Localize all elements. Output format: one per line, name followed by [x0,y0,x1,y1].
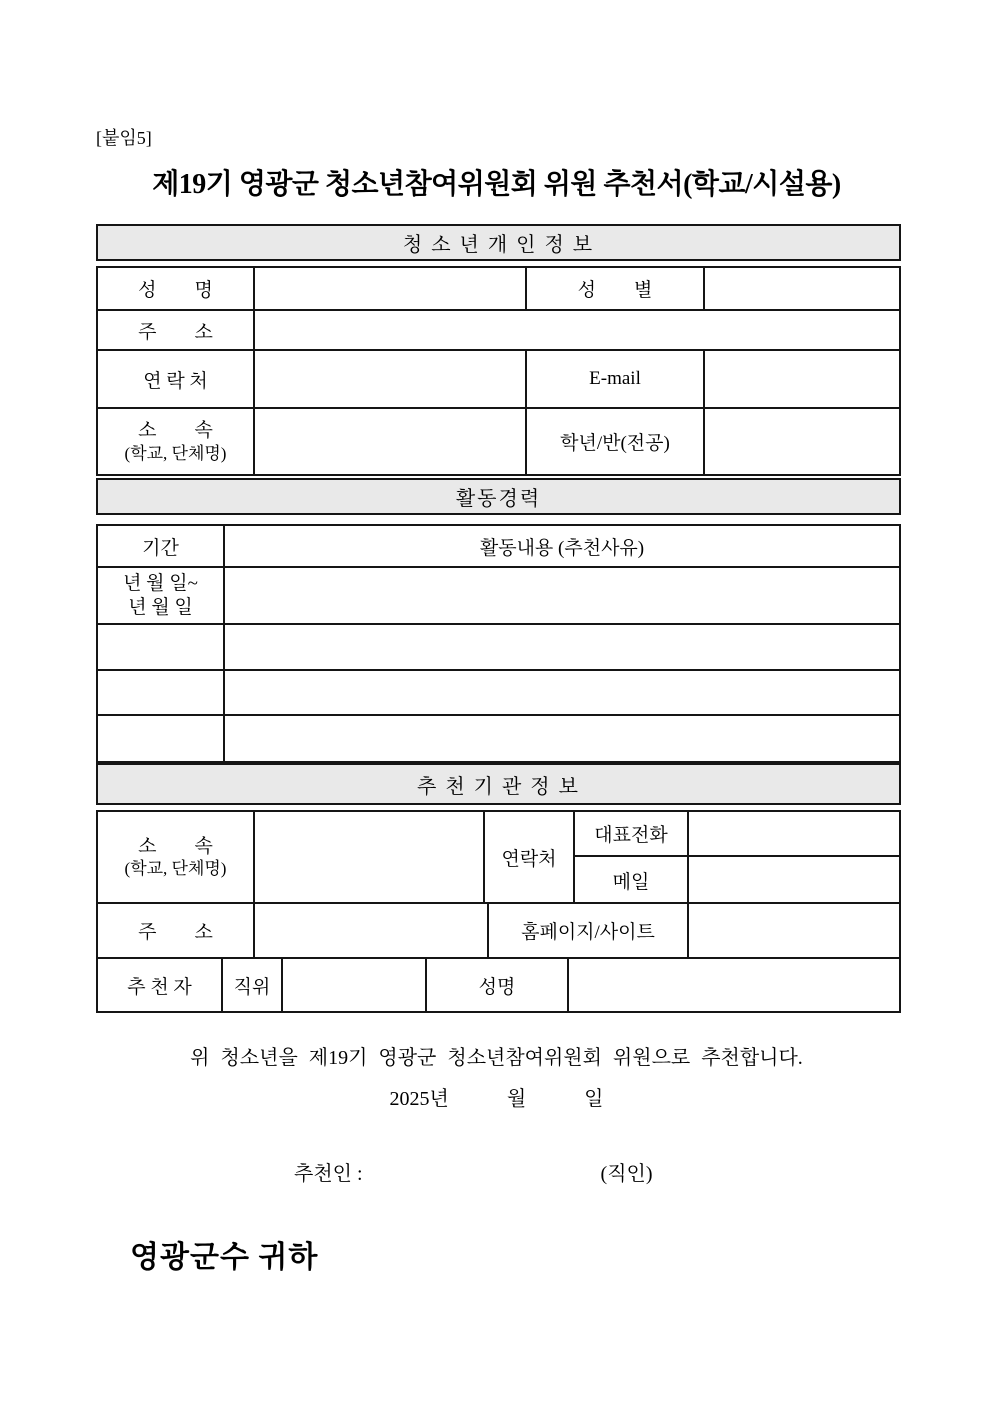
contact-value-cell [255,351,527,407]
org-row-recommender [98,959,899,1011]
table-row-address [98,311,899,351]
content-cell [225,568,899,623]
recommender-label: 추 천 자 [127,976,192,998]
org-section-title: 추 천 기 관 정 보 [417,775,580,798]
email-value-cell [705,351,899,407]
position-label-cell [223,959,283,1011]
grade-label: 학년/반(전공) [560,433,670,454]
org-section-header [96,763,901,805]
address-value-cell [255,311,899,349]
affiliation-sublabel: (학교, 단체명) [124,443,227,463]
activity-section-title: 활동경력 [455,488,542,510]
addressee: 영광군수 귀하 [130,1241,319,1274]
contact-label: 연 락 처 [143,370,208,392]
activity-table [96,524,901,763]
content-cell [225,625,899,669]
period-cell [98,671,225,714]
affiliation-label-cell [98,409,255,474]
org-contact-stack [575,812,899,902]
gender-label: 성 별 [577,280,653,301]
seal-label: (직인) [600,1163,653,1185]
recommender-signature-line [96,1157,897,1186]
date-month: 월 [506,1088,527,1110]
org-row-address-website [98,904,899,959]
grade-value-cell [705,409,899,474]
date-line [96,1082,897,1111]
content-header-cell [225,526,899,566]
org-affiliation-label-cell [98,812,255,902]
content-header: 활동내용 (추천사유) [479,537,645,559]
period-header-cell [98,526,225,566]
org-contact-label: 연락처 [501,848,557,870]
activity-header-row [98,526,899,568]
address-label-cell [98,311,255,349]
org-address-label: 주 소 [138,922,213,943]
email-label-cell [527,351,705,407]
contact-label-cell [98,351,255,407]
recommender-label-cell [98,959,223,1011]
table-row-contact-email [98,351,899,409]
activity-row-4 [98,716,899,761]
period-line1: 년 월 일~ [123,572,198,594]
website-label: 홈페이지/사이트 [521,922,655,943]
name-label: 성 명 [138,280,213,301]
phone-label-cell [575,812,689,855]
position-value-cell [283,959,427,1011]
mail-label-cell [575,857,689,902]
org-row-affiliation-contact [98,812,899,904]
org-table [96,810,901,1013]
name-value-cell [255,268,527,309]
position-label: 직위 [233,976,271,998]
activity-row-3 [98,671,899,716]
org-address-value-cell [255,904,489,957]
period-line2: 년 월 일 [128,596,193,618]
personal-info-section-title: 청 소 년 개 인 정 보 [402,234,595,256]
affiliation-label: 소 속 [138,420,213,441]
org-affiliation-label: 소 속 [138,835,213,857]
org-phone-row [575,812,899,857]
mail-label: 메일 [612,872,650,893]
website-label-cell [489,904,689,957]
personal-info-table [96,266,901,476]
gender-label-cell [527,268,705,309]
address-label: 주 소 [138,321,213,343]
org-affiliation-sublabel: (학교, 단체명) [124,859,227,879]
table-row-name-gender [98,268,899,311]
grade-label-cell [527,409,705,474]
recommender-signature-label: 추천인 : [294,1163,363,1185]
activity-row-2 [98,625,899,671]
date-day: 일 [584,1088,604,1110]
recommender-name-label-cell [427,959,569,1011]
activity-section-header [96,478,901,515]
org-affiliation-value-cell [255,812,485,902]
recommender-name-value-cell [569,959,899,1011]
phone-label: 대표전화 [594,825,668,846]
org-mail-row [575,857,899,902]
period-cell [98,716,225,761]
email-label: E-mail [589,368,641,389]
period-cell [98,625,225,669]
closing-statement: 위 청소년을 제19기 영광군 청소년참여위원회 위원으로 추천합니다. [190,1047,803,1069]
content-cell [225,671,899,714]
content-cell [225,716,899,761]
period-cell [98,568,225,623]
date-year: 2025년 [389,1088,449,1110]
gender-value-cell [705,268,899,309]
document-title: 제19기 영광군 청소년참여위원회 위원 추천서(학교/시설용) [152,169,841,200]
personal-info-section-header [96,224,901,261]
recommender-name-label: 성명 [478,976,516,998]
table-row-affiliation-grade [98,409,899,474]
website-value-cell [689,904,899,957]
period-header: 기간 [142,537,179,559]
org-contact-label-cell [485,812,575,902]
phone-value-cell [689,812,899,855]
org-address-label-cell [98,904,255,957]
affiliation-value-cell [255,409,527,474]
activity-row-1 [98,568,899,625]
attachment-label: [붙임5] [96,128,152,148]
mail-value-cell [689,857,899,902]
name-label-cell [98,268,255,309]
